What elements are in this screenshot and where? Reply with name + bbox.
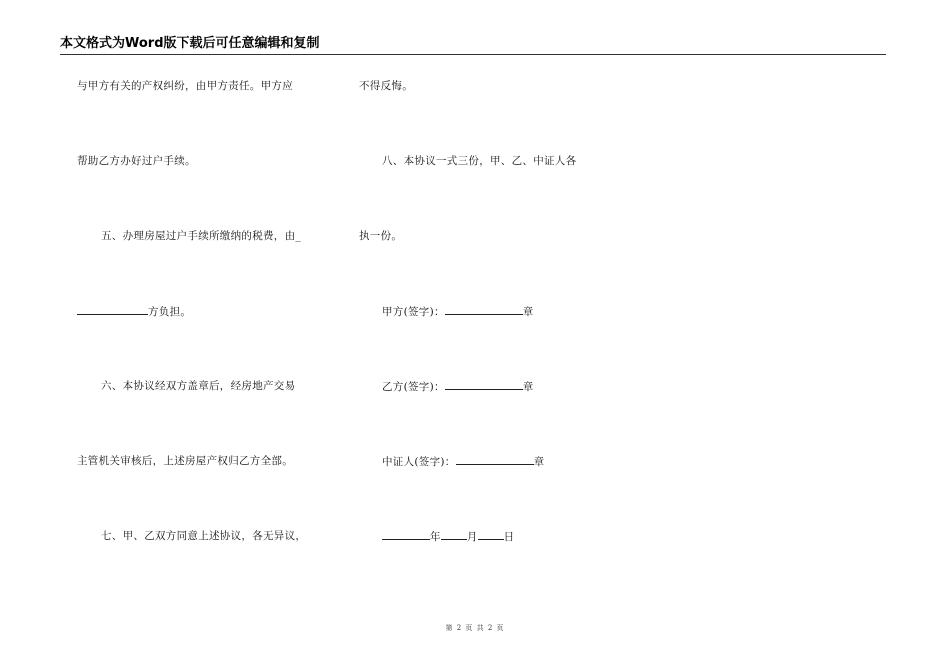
party-a-label: 甲方(签字)：	[382, 306, 445, 318]
tax-payer-blank	[77, 304, 148, 315]
right-line-1: 不得反悔。	[359, 80, 413, 92]
page-footer	[0, 624, 950, 633]
day-blank	[478, 529, 504, 540]
day-label: 日	[503, 531, 515, 543]
party-a-seal-label: 章	[522, 306, 534, 318]
witness-blank	[456, 454, 534, 465]
year-blank	[382, 529, 430, 540]
party-b-blank	[445, 379, 523, 390]
party-b-seal-label: 章	[522, 381, 534, 393]
witness-signature-line	[382, 454, 544, 469]
date-line	[382, 529, 514, 544]
year-label: 年	[430, 531, 441, 543]
party-a-blank	[445, 304, 523, 315]
left-line-3: 五、办理房屋过户手续所缴纳的税费，由_	[101, 230, 301, 242]
left-line-7: 七、甲、乙双方同意上述协议，各无异议，	[101, 530, 307, 542]
month-label: 月	[466, 531, 478, 543]
document-header	[60, 36, 886, 55]
witness-label: 中证人(签字)：	[382, 456, 456, 468]
right-line-2: 八、本协议一式三份，甲、乙、中证人各	[382, 155, 577, 167]
left-line-2: 帮助乙方办好过户手续。	[77, 155, 196, 167]
page-number: 第 2 页 共 2 页	[445, 624, 505, 632]
party-b-signature-line	[382, 379, 534, 394]
party-b-label: 乙方(签字)：	[382, 381, 445, 393]
header-title: 本文格式为Word版下载后可任意编辑和复制	[60, 36, 320, 51]
left-line-4-text: 方负担。	[148, 306, 192, 318]
left-line-6: 主管机关审核后，上述房屋产权归乙方全部。	[77, 455, 293, 467]
right-line-3: 执一份。	[359, 230, 403, 242]
party-a-signature-line	[382, 304, 534, 319]
left-line-4	[77, 304, 191, 319]
month-blank	[441, 529, 467, 540]
left-line-5: 六、本协议经双方盖章后，经房地产交易	[101, 380, 296, 392]
left-line-1: 与甲方有关的产权纠纷，由甲方责任。甲方应	[77, 80, 293, 92]
witness-seal-label: 章	[533, 456, 545, 468]
